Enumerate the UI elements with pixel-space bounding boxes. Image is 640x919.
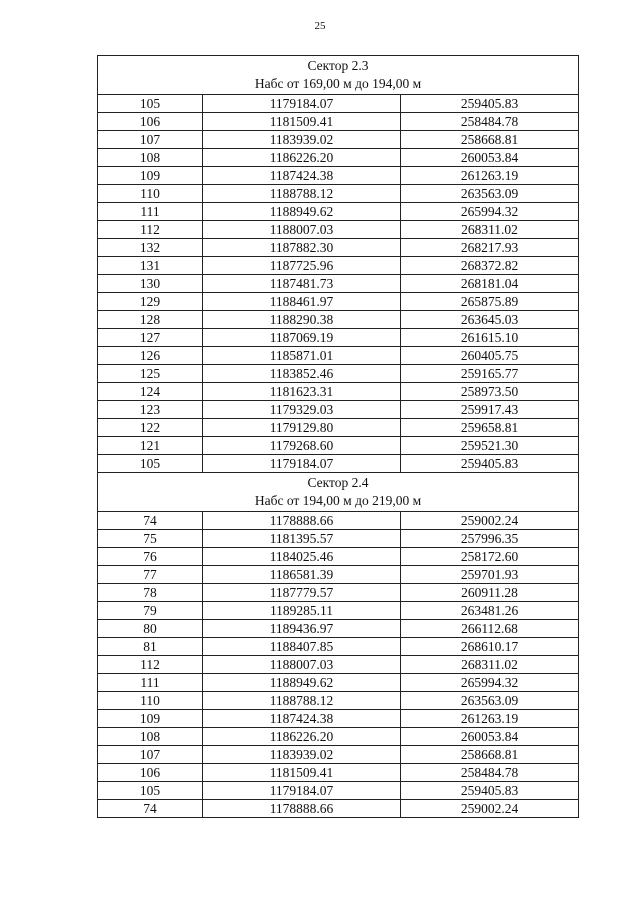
point-number-cell: 127: [98, 329, 203, 347]
point-number-cell: 128: [98, 311, 203, 329]
point-number-cell: 109: [98, 167, 203, 185]
table-row: [98, 221, 579, 239]
x-coordinate-cell: 1183852.46: [203, 365, 401, 383]
point-number-cell: 74: [98, 512, 203, 530]
table-row: [98, 257, 579, 275]
y-coordinate-cell: 260053.84: [401, 728, 579, 746]
x-coordinate-cell: 1188788.12: [203, 692, 401, 710]
sector-elevation-range: Набс от 169,00 м до 194,00 м: [254, 76, 422, 91]
y-coordinate-cell: 268311.02: [401, 656, 579, 674]
table-row: [98, 185, 579, 203]
y-coordinate-cell: 259917.43: [401, 401, 579, 419]
table-row: [98, 800, 579, 818]
point-number-cell: 75: [98, 530, 203, 548]
x-coordinate-cell: 1188407.85: [203, 638, 401, 656]
point-number-cell: 126: [98, 347, 203, 365]
x-coordinate-cell: 1185871.01: [203, 347, 401, 365]
point-number-cell: 81: [98, 638, 203, 656]
sector-header-row: [98, 473, 579, 512]
x-coordinate-cell: 1179184.07: [203, 782, 401, 800]
point-number-cell: 105: [98, 455, 203, 473]
point-number-cell: 110: [98, 692, 203, 710]
x-coordinate-cell: 1179129.80: [203, 419, 401, 437]
point-number-cell: 78: [98, 584, 203, 602]
x-coordinate-cell: 1178888.66: [203, 512, 401, 530]
point-number-cell: 77: [98, 566, 203, 584]
table-row: [98, 239, 579, 257]
x-coordinate-cell: 1186226.20: [203, 728, 401, 746]
point-number-cell: 111: [98, 674, 203, 692]
table-row: [98, 602, 579, 620]
sector-header: [98, 473, 579, 512]
x-coordinate-cell: 1187779.57: [203, 584, 401, 602]
x-coordinate-cell: 1179184.07: [203, 95, 401, 113]
table-row: [98, 419, 579, 437]
y-coordinate-cell: 258668.81: [401, 746, 579, 764]
point-number-cell: 125: [98, 365, 203, 383]
y-coordinate-cell: 268610.17: [401, 638, 579, 656]
table-row: [98, 275, 579, 293]
x-coordinate-cell: 1188949.62: [203, 203, 401, 221]
point-number-cell: 106: [98, 764, 203, 782]
y-coordinate-cell: 260053.84: [401, 149, 579, 167]
y-coordinate-cell: 259165.77: [401, 365, 579, 383]
y-coordinate-cell: 258484.78: [401, 764, 579, 782]
sector-header-row: [98, 56, 579, 95]
x-coordinate-cell: 1186226.20: [203, 149, 401, 167]
coordinates-table: [97, 55, 579, 818]
table-row: [98, 311, 579, 329]
y-coordinate-cell: 259658.81: [401, 419, 579, 437]
table-row: [98, 347, 579, 365]
y-coordinate-cell: 268217.93: [401, 239, 579, 257]
table-row: [98, 167, 579, 185]
y-coordinate-cell: 265875.89: [401, 293, 579, 311]
point-number-cell: 76: [98, 548, 203, 566]
x-coordinate-cell: 1181395.57: [203, 530, 401, 548]
table-row: [98, 95, 579, 113]
point-number-cell: 106: [98, 113, 203, 131]
y-coordinate-cell: 268181.04: [401, 275, 579, 293]
point-number-cell: 108: [98, 149, 203, 167]
point-number-cell: 107: [98, 746, 203, 764]
table-row: [98, 656, 579, 674]
point-number-cell: 122: [98, 419, 203, 437]
y-coordinate-cell: 258973.50: [401, 383, 579, 401]
point-number-cell: 108: [98, 728, 203, 746]
point-number-cell: 121: [98, 437, 203, 455]
point-number-cell: 123: [98, 401, 203, 419]
y-coordinate-cell: 261615.10: [401, 329, 579, 347]
point-number-cell: 132: [98, 239, 203, 257]
x-coordinate-cell: 1179268.60: [203, 437, 401, 455]
x-coordinate-cell: 1179184.07: [203, 455, 401, 473]
table-row: [98, 710, 579, 728]
table-row: [98, 782, 579, 800]
point-number-cell: 110: [98, 185, 203, 203]
y-coordinate-cell: 259701.93: [401, 566, 579, 584]
table-row: [98, 692, 579, 710]
y-coordinate-cell: 259002.24: [401, 512, 579, 530]
table-row: [98, 131, 579, 149]
x-coordinate-cell: 1189436.97: [203, 620, 401, 638]
point-number-cell: 80: [98, 620, 203, 638]
table-row: [98, 293, 579, 311]
table-row: [98, 530, 579, 548]
table-row: [98, 638, 579, 656]
y-coordinate-cell: 266112.68: [401, 620, 579, 638]
x-coordinate-cell: 1188788.12: [203, 185, 401, 203]
table-row: [98, 746, 579, 764]
page-number: 25: [314, 20, 326, 32]
x-coordinate-cell: 1188949.62: [203, 674, 401, 692]
table-row: [98, 764, 579, 782]
table-row: [98, 203, 579, 221]
y-coordinate-cell: 268372.82: [401, 257, 579, 275]
y-coordinate-cell: 261263.19: [401, 710, 579, 728]
x-coordinate-cell: 1188290.38: [203, 311, 401, 329]
x-coordinate-cell: 1186581.39: [203, 566, 401, 584]
x-coordinate-cell: 1188007.03: [203, 221, 401, 239]
point-number-cell: 107: [98, 131, 203, 149]
x-coordinate-cell: 1183939.02: [203, 746, 401, 764]
point-number-cell: 109: [98, 710, 203, 728]
point-number-cell: 105: [98, 782, 203, 800]
table-row: [98, 149, 579, 167]
x-coordinate-cell: 1187882.30: [203, 239, 401, 257]
x-coordinate-cell: 1187069.19: [203, 329, 401, 347]
point-number-cell: 129: [98, 293, 203, 311]
y-coordinate-cell: 260405.75: [401, 347, 579, 365]
y-coordinate-cell: 268311.02: [401, 221, 579, 239]
point-number-cell: 112: [98, 221, 203, 239]
point-number-cell: 131: [98, 257, 203, 275]
table-row: [98, 674, 579, 692]
x-coordinate-cell: 1181509.41: [203, 764, 401, 782]
y-coordinate-cell: 259002.24: [401, 800, 579, 818]
table-row: [98, 437, 579, 455]
x-coordinate-cell: 1189285.11: [203, 602, 401, 620]
table-row: [98, 455, 579, 473]
y-coordinate-cell: 260911.28: [401, 584, 579, 602]
table-row: [98, 401, 579, 419]
y-coordinate-cell: 259405.83: [401, 455, 579, 473]
coordinates-table-body: [98, 56, 579, 818]
y-coordinate-cell: 261263.19: [401, 167, 579, 185]
table-row: [98, 584, 579, 602]
y-coordinate-cell: 259405.83: [401, 782, 579, 800]
table-row: [98, 113, 579, 131]
table-row: [98, 329, 579, 347]
table-row: [98, 566, 579, 584]
x-coordinate-cell: 1178888.66: [203, 800, 401, 818]
table-row: [98, 512, 579, 530]
point-number-cell: 124: [98, 383, 203, 401]
point-number-cell: 111: [98, 203, 203, 221]
table-row: [98, 383, 579, 401]
y-coordinate-cell: 263563.09: [401, 692, 579, 710]
x-coordinate-cell: 1188461.97: [203, 293, 401, 311]
point-number-cell: 112: [98, 656, 203, 674]
x-coordinate-cell: 1183939.02: [203, 131, 401, 149]
y-coordinate-cell: 259405.83: [401, 95, 579, 113]
sector-header: [98, 56, 579, 95]
y-coordinate-cell: 265994.32: [401, 203, 579, 221]
x-coordinate-cell: 1181623.31: [203, 383, 401, 401]
point-number-cell: 105: [98, 95, 203, 113]
sector-title: Сектор 2.3: [307, 58, 369, 73]
y-coordinate-cell: 258668.81: [401, 131, 579, 149]
y-coordinate-cell: 263481.26: [401, 602, 579, 620]
x-coordinate-cell: 1184025.46: [203, 548, 401, 566]
x-coordinate-cell: 1187424.38: [203, 167, 401, 185]
sector-title: Сектор 2.4: [307, 475, 369, 490]
y-coordinate-cell: 263563.09: [401, 185, 579, 203]
y-coordinate-cell: 258172.60: [401, 548, 579, 566]
x-coordinate-cell: 1181509.41: [203, 113, 401, 131]
table-row: [98, 548, 579, 566]
table-row: [98, 728, 579, 746]
x-coordinate-cell: 1179329.03: [203, 401, 401, 419]
y-coordinate-cell: 265994.32: [401, 674, 579, 692]
point-number-cell: 130: [98, 275, 203, 293]
table-row: [98, 620, 579, 638]
y-coordinate-cell: 258484.78: [401, 113, 579, 131]
x-coordinate-cell: 1188007.03: [203, 656, 401, 674]
sector-elevation-range: Набс от 194,00 м до 219,00 м: [254, 493, 422, 508]
table-row: [98, 365, 579, 383]
point-number-cell: 74: [98, 800, 203, 818]
x-coordinate-cell: 1187481.73: [203, 275, 401, 293]
x-coordinate-cell: 1187725.96: [203, 257, 401, 275]
point-number-cell: 79: [98, 602, 203, 620]
y-coordinate-cell: 257996.35: [401, 530, 579, 548]
y-coordinate-cell: 263645.03: [401, 311, 579, 329]
y-coordinate-cell: 259521.30: [401, 437, 579, 455]
x-coordinate-cell: 1187424.38: [203, 710, 401, 728]
